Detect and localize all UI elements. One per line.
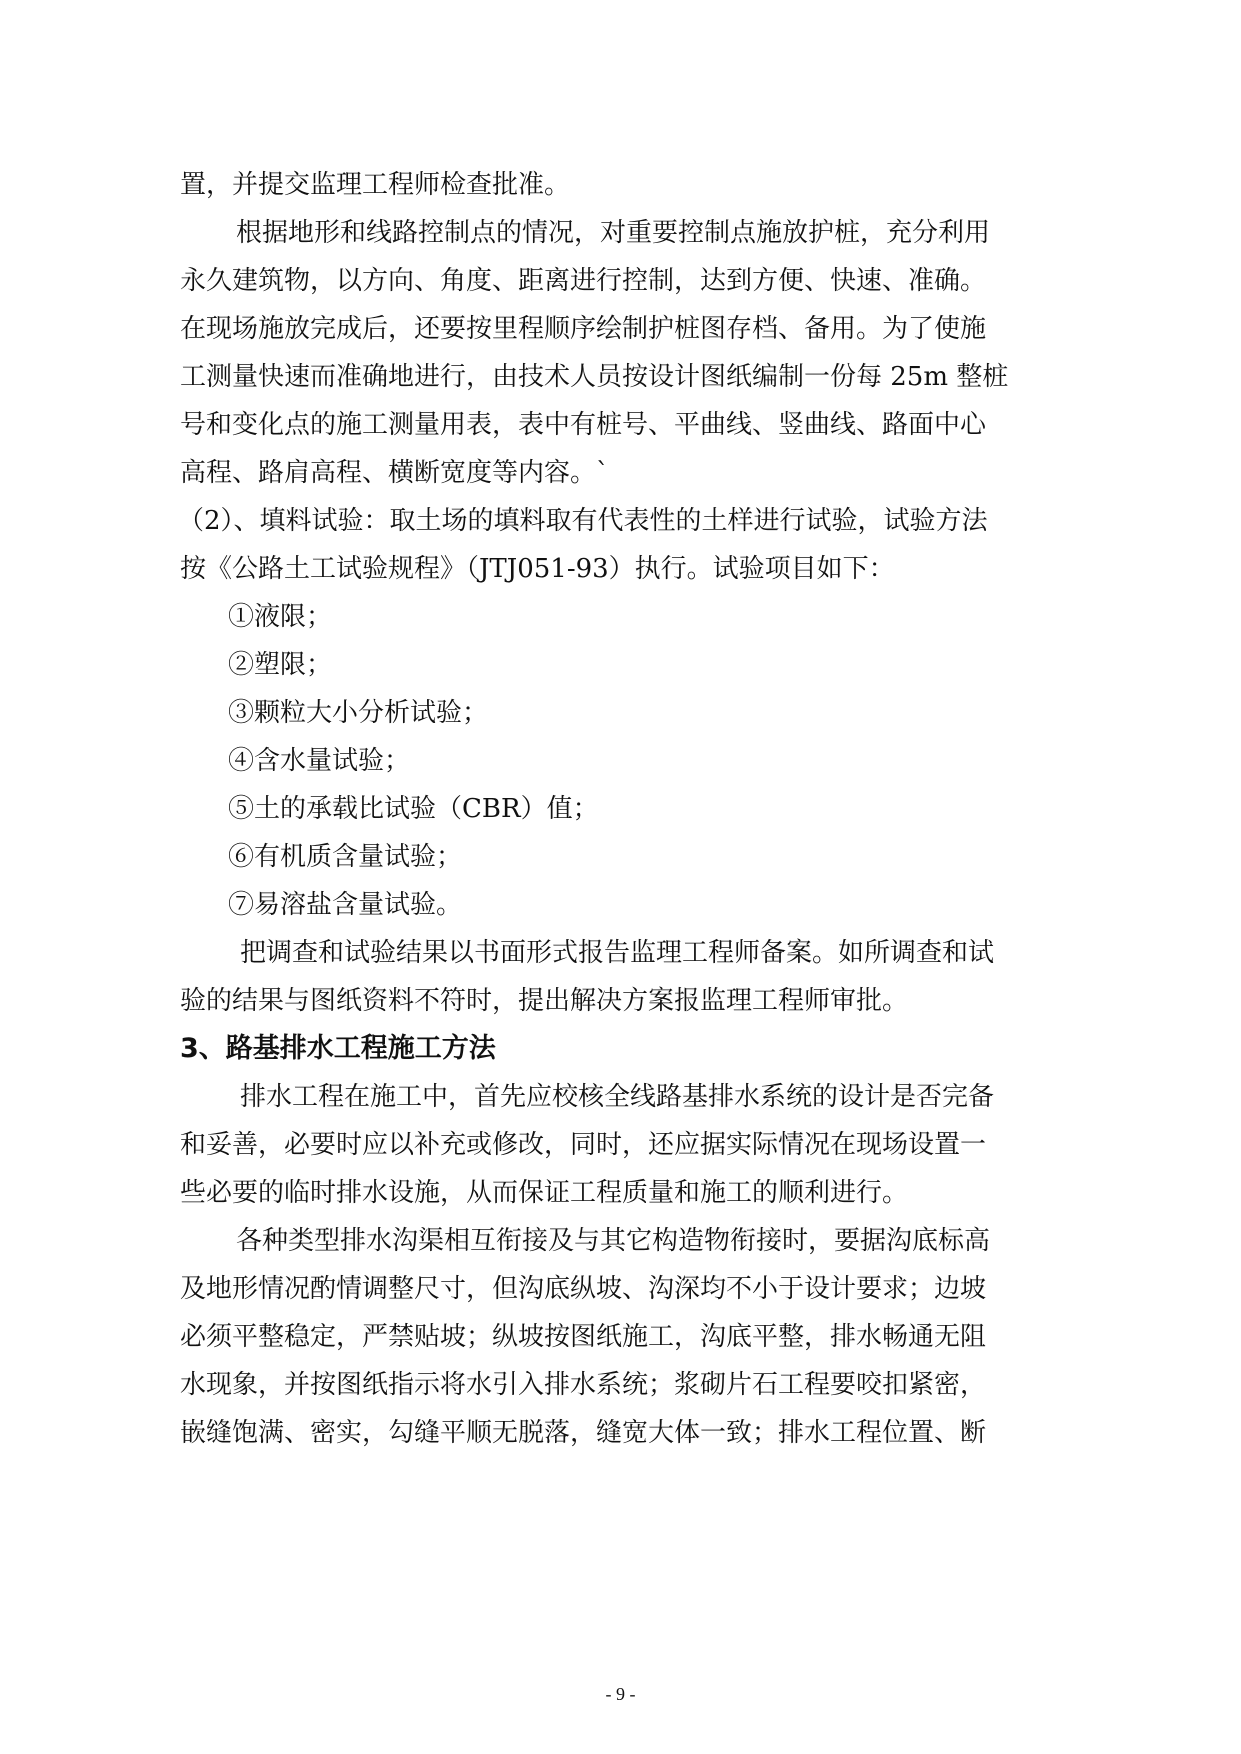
subsection-heading-line: （2）、填料试验：取土场的填料取有代表性的土样进行试验，试验方法 [178, 506, 988, 536]
section-heading: 3、路基排水工程施工方法 [180, 1033, 496, 1064]
paragraph-line: 必须平整稳定，严禁贴坡；纵坡按图纸施工，沟底平整，排水畅通无阻 [180, 1322, 987, 1352]
paragraph-line: 高程、路肩高程、横断宽度等内容。` [180, 458, 610, 488]
list-item: ⑤土的承载比试验（CBR）值； [228, 794, 599, 824]
page-number: - 9 - [605, 1684, 636, 1704]
list-item: ①液限； [228, 602, 333, 632]
paragraph-line: 把调查和试验结果以书面形式报告监理工程师备案。如所调查和试 [240, 938, 995, 968]
paragraph-line: 和妥善，必要时应以补充或修改，同时，还应据实际情况在现场设置一 [180, 1130, 987, 1160]
paragraph-line: 工测量快速而准确地进行，由技术人员按设计图纸编制一份每 25m 整桩 [180, 362, 1009, 392]
list-item: ②塑限； [228, 650, 333, 680]
paragraph-line: 永久建筑物，以方向、角度、距离进行控制，达到方便、快速、准确。 [180, 266, 987, 296]
paragraph-line: 根据地形和线路控制点的情况，对重要控制点施放护桩，充分利用 [236, 218, 991, 248]
paragraph-line: 排水工程在施工中，首先应校核全线路基排水系统的设计是否完备 [240, 1082, 995, 1112]
paragraph-line: 在现场施放完成后，还要按里程顺序绘制护桩图存档、备用。为了使施 [180, 314, 987, 344]
paragraph-line: 各种类型排水沟渠相互衔接及与其它构造物衔接时，要据沟底标高 [236, 1226, 991, 1256]
paragraph-line: 水现象，并按图纸指示将水引入排水系统；浆砌片石工程要咬扣紧密， [180, 1370, 987, 1400]
paragraph-line: 些必要的临时排水设施，从而保证工程质量和施工的顺利进行。 [180, 1178, 909, 1208]
list-item: ⑥有机质含量试验； [228, 842, 463, 872]
paragraph-line: 按《公路土工试验规程》（JTJ051-93）执行。试验项目如下： [180, 554, 895, 584]
list-item: ③颗粒大小分析试验； [228, 698, 489, 728]
paragraph-line: 验的结果与图纸资料不符时，提出解决方案报监理工程师审批。 [180, 986, 909, 1016]
list-item: ⑦易溶盐含量试验。 [228, 890, 463, 920]
paragraph-line: 号和变化点的施工测量用表，表中有桩号、平曲线、竖曲线、路面中心 [180, 410, 987, 440]
paragraph-line: 嵌缝饱满、密实，勾缝平顺无脱落，缝宽大体一致；排水工程位置、断 [180, 1418, 987, 1448]
paragraph-line: 置，并提交监理工程师检查批准。 [180, 170, 571, 200]
paragraph-line: 及地形情况酌情调整尺寸，但沟底纵坡、沟深均不小于设计要求；边坡 [180, 1274, 987, 1304]
list-item: ④含水量试验； [228, 746, 411, 776]
